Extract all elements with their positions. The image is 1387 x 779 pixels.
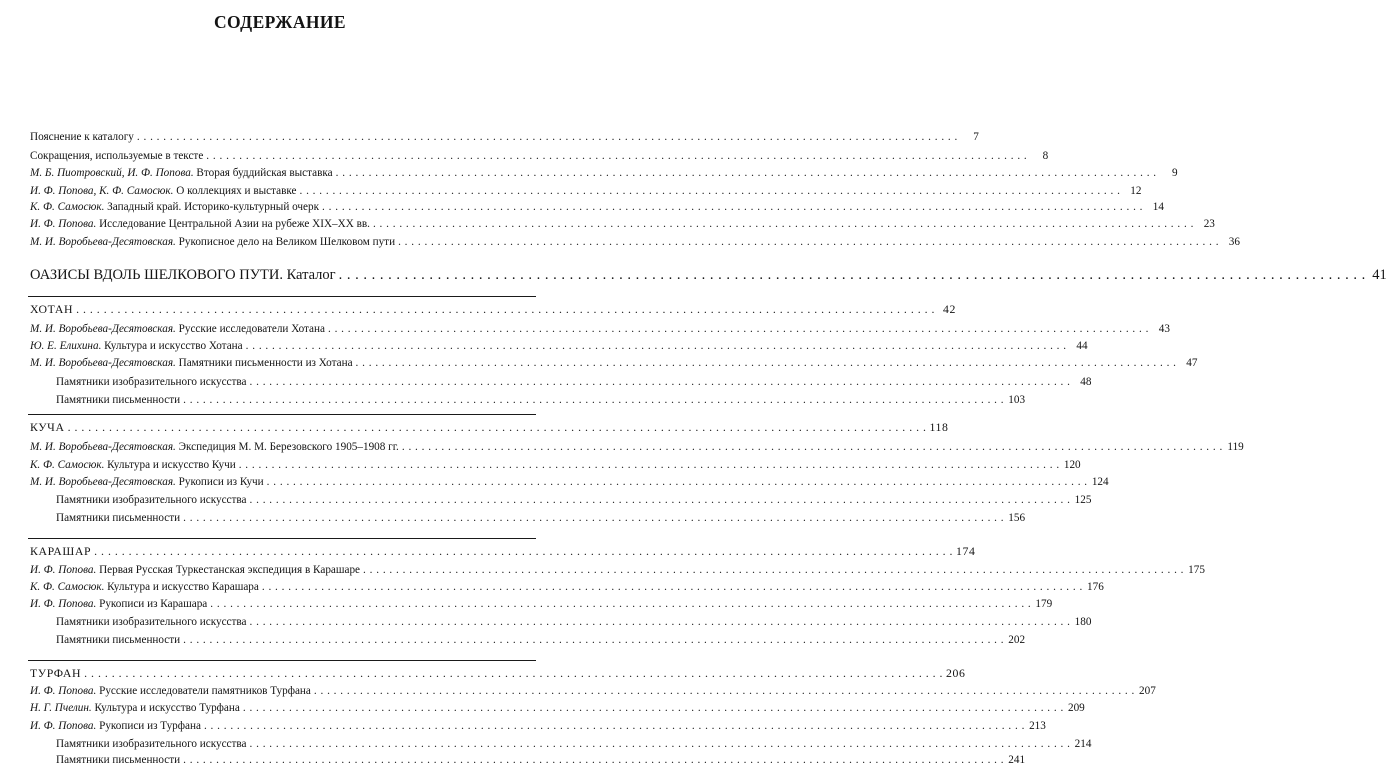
toc-entry xyxy=(30,701,1085,716)
dot-leader xyxy=(250,375,1071,390)
entry-title xyxy=(30,302,73,317)
page-title: СОДЕРЖАНИЕ xyxy=(213,12,346,32)
toc-entry xyxy=(30,475,1109,490)
entry-title xyxy=(30,200,319,215)
page-number: 213 xyxy=(1029,720,1046,732)
entry-title xyxy=(30,684,311,699)
entry-title xyxy=(30,719,201,734)
page-number: 202 xyxy=(1008,634,1026,646)
entry-text: Памятники изобразительного искусства xyxy=(56,494,247,506)
entry-title xyxy=(30,166,333,181)
entry-text: Экспедиция М. М. Березовского 1905–1908 гг. xyxy=(175,441,399,453)
entry-title xyxy=(30,475,264,490)
entry-text: ОАЗИСЫ ВДОЛЬ ШЕЛКОВОГО ПУТИ. Каталог xyxy=(30,267,336,283)
page-number: 12 xyxy=(1130,185,1142,197)
toc-entry xyxy=(30,200,1164,215)
section-divider xyxy=(28,296,536,297)
page-number: 119 xyxy=(1227,441,1244,453)
entry-title xyxy=(30,458,236,473)
page-number: 36 xyxy=(1228,236,1240,248)
page-number: 48 xyxy=(1080,376,1092,388)
entry-text: О коллекциях и выставке xyxy=(173,185,297,197)
entry-text: Памятники изобразительного искусства xyxy=(56,616,247,628)
toc-entry xyxy=(30,597,1053,612)
entry-text: Западный край. Историко-культурный очерк xyxy=(104,201,320,213)
toc-entry xyxy=(56,633,1026,648)
entry-title xyxy=(30,420,65,435)
entry-title xyxy=(56,737,247,752)
toc-entry xyxy=(30,440,1244,455)
catalog-heading xyxy=(30,266,1387,284)
entry-text: Культура и искусство Кучи xyxy=(104,459,236,471)
page-number: 124 xyxy=(1091,476,1109,488)
toc-entry xyxy=(56,493,1092,508)
page-number: 241 xyxy=(1008,754,1026,766)
dot-leader xyxy=(336,166,1157,181)
dot-leader xyxy=(250,493,1071,508)
page-number: 7 xyxy=(973,131,979,143)
entry-title xyxy=(30,130,134,145)
entry-text: КУЧА xyxy=(30,420,65,434)
dot-leader xyxy=(137,130,958,145)
entry-title xyxy=(56,615,247,630)
entry-text: Памятники изобразительного искусства xyxy=(56,376,247,388)
entry-title xyxy=(30,580,259,595)
toc-entry xyxy=(30,149,1049,164)
toc-entry xyxy=(30,339,1088,354)
page-number: 44 xyxy=(1076,340,1088,352)
entry-text: Культура и искусство Карашара xyxy=(104,581,259,593)
page-number: 103 xyxy=(1008,394,1026,406)
entry-author: И. Ф. Попова, К. Ф. Самосюк. xyxy=(30,185,174,197)
dot-leader xyxy=(267,475,1088,490)
entry-text: Рукописи из Турфана xyxy=(96,720,201,732)
entry-title xyxy=(30,544,91,559)
entry-title xyxy=(30,184,296,199)
dot-leader xyxy=(339,266,1366,284)
entry-author: Ю. Е. Елихина. xyxy=(30,340,102,352)
entry-title xyxy=(30,266,336,284)
dot-leader xyxy=(398,235,1219,250)
entry-title xyxy=(56,375,247,390)
dot-leader xyxy=(183,633,1004,648)
entry-text: Памятники письменности из Хотана xyxy=(175,357,353,369)
dot-leader xyxy=(183,511,1004,526)
dot-leader xyxy=(402,440,1223,455)
page-number: 47 xyxy=(1186,357,1198,369)
dot-leader xyxy=(76,302,935,317)
dot-leader xyxy=(239,458,1060,473)
dot-leader xyxy=(84,666,943,681)
toc-entry xyxy=(56,375,1092,390)
dot-leader xyxy=(250,737,1071,752)
toc-entry xyxy=(30,684,1156,699)
toc-entry xyxy=(30,719,1046,734)
entry-text: Памятники изобразительного искусства xyxy=(56,738,247,750)
page-number: 206 xyxy=(946,666,966,680)
entry-text: Рукописное дело на Великом Шелковом пути xyxy=(175,236,396,248)
dot-leader xyxy=(299,184,1120,199)
page-number: 209 xyxy=(1067,702,1085,714)
entry-text: ХОТАН xyxy=(30,302,74,316)
toc-entry xyxy=(30,322,1170,337)
section-divider xyxy=(28,660,536,661)
page-number: 207 xyxy=(1139,685,1156,697)
toc-entry xyxy=(30,356,1198,371)
entry-author: М. И. Воробьева-Десятовская. xyxy=(30,441,176,453)
entry-title xyxy=(30,322,325,337)
dot-leader xyxy=(246,339,1067,354)
entry-author: М. И. Воробьева-Десятовская. xyxy=(30,323,176,335)
page-number: 8 xyxy=(1042,150,1049,162)
page-number: 214 xyxy=(1074,738,1092,750)
page-number: 175 xyxy=(1188,564,1205,576)
page-number: 23 xyxy=(1203,218,1215,230)
toc-entry xyxy=(30,235,1240,250)
toc-entry xyxy=(30,217,1215,232)
toc-entry xyxy=(56,753,1026,768)
entry-text: Памятники письменности xyxy=(56,394,181,406)
dot-leader xyxy=(210,597,1031,612)
toc-entry xyxy=(56,615,1092,630)
dot-leader xyxy=(373,217,1194,232)
toc-entry xyxy=(30,130,979,145)
entry-author: Н. Г. Пчелин. xyxy=(30,702,92,714)
entry-text: Памятники письменности xyxy=(56,754,181,766)
dot-leader xyxy=(322,200,1143,215)
dot-leader xyxy=(250,615,1071,630)
entry-author: М. И. Воробьева-Десятовская. xyxy=(30,236,176,248)
dot-leader xyxy=(183,753,1004,768)
page-number: 179 xyxy=(1035,598,1053,610)
dot-leader xyxy=(183,393,1004,408)
entry-title xyxy=(56,511,180,526)
entry-text: Памятники письменности xyxy=(56,512,181,524)
entry-title xyxy=(30,597,207,612)
entry-text: Культура и искусство Хотана xyxy=(101,340,243,352)
dot-leader xyxy=(68,420,927,435)
entry-text: Вторая буддийская выставка xyxy=(193,167,333,179)
page-number: 118 xyxy=(929,420,949,434)
entry-author: К. Ф. Самосюк. xyxy=(30,581,105,593)
entry-text: Рукописи из Карашара xyxy=(96,598,208,610)
section-divider xyxy=(28,414,536,415)
entry-title xyxy=(56,493,247,508)
entry-author: И. Ф. Попова. xyxy=(30,598,97,610)
entry-author: К. Ф. Самосюк. xyxy=(30,459,105,471)
page-number: 174 xyxy=(956,544,976,558)
entry-text: Первая Русская Туркестанская экспедиция в Карашаре xyxy=(96,564,361,576)
entry-text: Пояснение к каталогу xyxy=(30,131,134,143)
entry-title xyxy=(30,440,399,455)
dot-leader xyxy=(356,356,1177,371)
toc-entry xyxy=(56,737,1092,752)
dot-leader xyxy=(206,149,1027,164)
entry-title xyxy=(30,149,203,164)
dot-leader xyxy=(204,719,1025,734)
section-divider xyxy=(28,538,536,539)
entry-author: М. Б. Пиотровский, И. Ф. Попова. xyxy=(30,167,194,179)
entry-author: И. Ф. Попова. xyxy=(30,720,97,732)
toc-entry xyxy=(56,393,1026,408)
page-number: 42 xyxy=(942,302,956,316)
entry-text: Культура и искусство Турфана xyxy=(91,702,240,714)
entry-text: Русские исследователи памятников Турфана xyxy=(96,685,311,697)
page-number: 156 xyxy=(1008,512,1026,524)
toc-entry xyxy=(30,184,1142,199)
dot-leader xyxy=(262,580,1083,595)
entry-title xyxy=(30,356,353,371)
dot-leader xyxy=(314,684,1135,699)
entry-text: Рукописи из Кучи xyxy=(175,476,264,488)
entry-title xyxy=(56,753,180,768)
entry-title xyxy=(30,563,360,578)
section-heading xyxy=(30,544,976,559)
entry-title xyxy=(30,339,243,354)
toc-entry xyxy=(30,166,1178,181)
entry-title xyxy=(30,235,395,250)
entry-author: М. И. Воробьева-Десятовская. xyxy=(30,357,176,369)
entry-text: ТУРФАН xyxy=(30,666,82,680)
page-number: 180 xyxy=(1074,616,1092,628)
dot-leader xyxy=(363,563,1184,578)
entry-title xyxy=(56,633,180,648)
page-number: 9 xyxy=(1171,167,1178,179)
entry-text: Русские исследователи Хотана xyxy=(175,323,325,335)
toc-entry xyxy=(30,563,1205,578)
section-heading xyxy=(30,666,966,681)
entry-title xyxy=(30,701,240,716)
entry-text: Памятники письменности xyxy=(56,634,181,646)
entry-author: И. Ф. Попова. xyxy=(30,685,97,697)
toc-entry xyxy=(56,511,1026,526)
section-heading xyxy=(30,420,949,435)
page-number: 14 xyxy=(1152,201,1164,213)
entry-author: И. Ф. Попова. xyxy=(30,218,97,230)
entry-title xyxy=(30,217,370,232)
entry-author: К. Ф. Самосюк. xyxy=(30,201,105,213)
entry-text: Сокращения, используемые в тексте xyxy=(30,150,204,162)
dot-leader xyxy=(94,544,953,559)
page-number: 125 xyxy=(1074,494,1092,506)
entry-title xyxy=(30,666,81,681)
dot-leader xyxy=(328,322,1149,337)
entry-text: КАРАШАР xyxy=(30,544,92,558)
page-number: 41 xyxy=(1372,267,1387,283)
dot-leader xyxy=(243,701,1064,716)
page-number: 176 xyxy=(1087,581,1104,593)
toc-entry xyxy=(30,580,1104,595)
section-heading xyxy=(30,302,956,317)
entry-author: М. И. Воробьева-Десятовская. xyxy=(30,476,176,488)
entry-text: Исследование Центральной Азии на рубеже XIX–XX вв. xyxy=(96,218,370,230)
page-number: 43 xyxy=(1158,323,1170,335)
entry-author: И. Ф. Попова. xyxy=(30,564,97,576)
page-number: 120 xyxy=(1063,459,1081,471)
toc-entry xyxy=(30,458,1081,473)
entry-title xyxy=(56,393,180,408)
